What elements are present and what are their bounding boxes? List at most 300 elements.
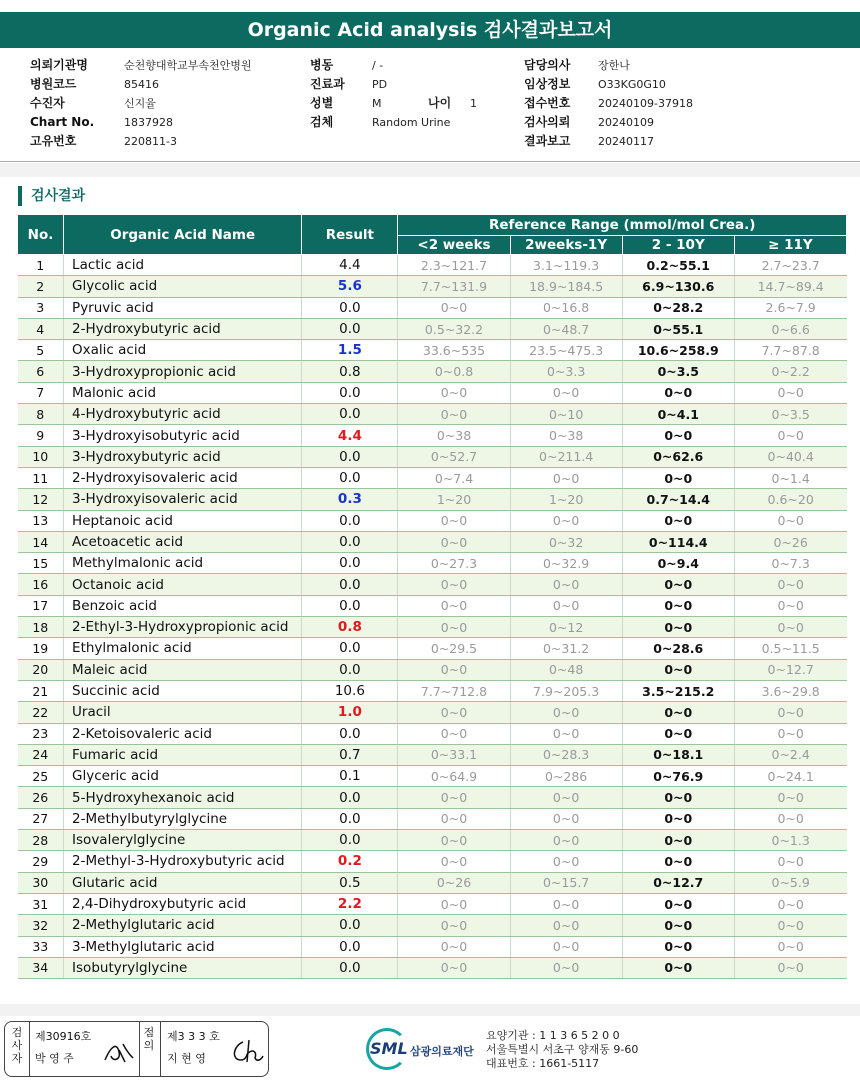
info-label: 의뢰기관명 bbox=[30, 58, 88, 72]
reference-range: 0~0 bbox=[734, 851, 846, 872]
reference-range: 23.5~475.3 bbox=[510, 340, 622, 361]
acid-name: 2,4-Dihydroxybutyric acid bbox=[64, 893, 302, 914]
reference-range: 0~0 bbox=[734, 595, 846, 616]
row-number: 18 bbox=[18, 617, 64, 638]
acid-name: Glycolic acid bbox=[64, 276, 302, 297]
acid-name: Fumaric acid bbox=[64, 744, 302, 765]
footer-divider bbox=[0, 1004, 860, 1016]
result-value: 0.0 bbox=[302, 531, 398, 552]
row-number: 23 bbox=[18, 723, 64, 744]
reference-range: 0~52.7 bbox=[398, 446, 510, 467]
reference-range: 0~0 bbox=[510, 467, 622, 488]
reference-range: 0~29.5 bbox=[398, 638, 510, 659]
acid-name: 2-Ketoisovaleric acid bbox=[64, 723, 302, 744]
reference-range: 0~0 bbox=[622, 510, 734, 531]
reference-range: 0~0.8 bbox=[398, 361, 510, 382]
row-number: 25 bbox=[18, 766, 64, 787]
info-label: 진료과 bbox=[310, 77, 345, 91]
result-value: 0.2 bbox=[302, 851, 398, 872]
acid-name: Ethylmalonic acid bbox=[64, 638, 302, 659]
info-row bbox=[310, 56, 384, 75]
table-row bbox=[18, 638, 847, 659]
reference-range: 0~5.9 bbox=[734, 872, 846, 893]
result-value: 0.0 bbox=[302, 936, 398, 957]
row-number: 1 bbox=[18, 255, 64, 276]
result-value: 0.0 bbox=[302, 638, 398, 659]
reference-range: 0~0 bbox=[398, 659, 510, 680]
reference-range: 0~26 bbox=[398, 872, 510, 893]
table-row bbox=[18, 255, 847, 276]
info-value: Random Urine bbox=[372, 116, 451, 129]
reference-range: 3.1~119.3 bbox=[510, 255, 622, 276]
section-title: 검사결과 bbox=[18, 186, 85, 206]
row-number: 29 bbox=[18, 851, 64, 872]
row-number: 27 bbox=[18, 808, 64, 829]
reference-range: 0~38 bbox=[510, 425, 622, 446]
reference-range: 0~3.5 bbox=[734, 404, 846, 425]
reference-range: 0~3.3 bbox=[510, 361, 622, 382]
info-value: 20240117 bbox=[598, 135, 654, 148]
acid-name: 2-Hydroxybutyric acid bbox=[64, 318, 302, 339]
address-line: 대표번호 : 1661-5117 bbox=[486, 1057, 600, 1070]
info-value: 85416 bbox=[124, 78, 159, 91]
reference-range: 0~0 bbox=[398, 915, 510, 936]
reference-range: 0~211.4 bbox=[510, 446, 622, 467]
info-label: 검체 bbox=[310, 115, 334, 129]
reference-range: 0~16.8 bbox=[510, 297, 622, 318]
row-number: 2 bbox=[18, 276, 64, 297]
reference-range: 0~0 bbox=[622, 659, 734, 680]
row-number: 10 bbox=[18, 446, 64, 467]
reference-range: 0~38 bbox=[398, 425, 510, 446]
row-number: 13 bbox=[18, 510, 64, 531]
acid-name: Acetoacetic acid bbox=[64, 531, 302, 552]
reference-range: 0~32 bbox=[510, 531, 622, 552]
reference-range: 0~0 bbox=[510, 893, 622, 914]
row-number: 21 bbox=[18, 680, 64, 701]
reference-range: 0~0 bbox=[510, 574, 622, 595]
row-number: 28 bbox=[18, 830, 64, 851]
row-number: 16 bbox=[18, 574, 64, 595]
reference-range: 0~0 bbox=[734, 915, 846, 936]
table-row bbox=[18, 915, 847, 936]
reference-range: 0~0 bbox=[622, 808, 734, 829]
reference-range: 0~0 bbox=[622, 574, 734, 595]
acid-name: 2-Methylbutyrylglycine bbox=[64, 808, 302, 829]
info-value: 20240109-37918 bbox=[598, 97, 693, 110]
reference-range: 0~0 bbox=[398, 531, 510, 552]
acid-name: Malonic acid bbox=[64, 382, 302, 403]
reference-range: 33.6~535 bbox=[398, 340, 510, 361]
row-number: 32 bbox=[18, 915, 64, 936]
row-number: 9 bbox=[18, 425, 64, 446]
reference-range: 0~0 bbox=[622, 915, 734, 936]
reference-range: 0~7.3 bbox=[734, 553, 846, 574]
result-value: 0.0 bbox=[302, 510, 398, 531]
acid-name: Heptanoic acid bbox=[64, 510, 302, 531]
row-number: 15 bbox=[18, 553, 64, 574]
reference-range: 0~0 bbox=[622, 957, 734, 978]
result-value: 0.0 bbox=[302, 467, 398, 488]
reference-range: 0~0 bbox=[510, 915, 622, 936]
reference-range: 0~48.7 bbox=[510, 318, 622, 339]
reference-range: 1~20 bbox=[510, 489, 622, 510]
info-value: / - bbox=[372, 59, 384, 72]
reference-range: 0~0 bbox=[510, 830, 622, 851]
reviewer-label: 점 의 bbox=[143, 1026, 155, 1052]
row-number: 26 bbox=[18, 787, 64, 808]
table-row bbox=[18, 830, 847, 851]
info-row bbox=[310, 94, 477, 113]
reference-range: 0~0 bbox=[734, 425, 846, 446]
header-ref-group: Reference Range (mmol/mol Crea.) bbox=[398, 215, 847, 236]
row-number: 14 bbox=[18, 531, 64, 552]
row-number: 3 bbox=[18, 297, 64, 318]
reference-range: 0~0 bbox=[398, 893, 510, 914]
info-value: 장한나 bbox=[598, 59, 630, 72]
reference-range: 0.5~32.2 bbox=[398, 318, 510, 339]
info-row bbox=[30, 75, 159, 94]
reference-range: 0~2.4 bbox=[734, 744, 846, 765]
reference-range: 0~0 bbox=[510, 723, 622, 744]
reference-range: 0~0 bbox=[734, 382, 846, 403]
info-label: 검사의뢰 bbox=[524, 115, 571, 129]
table-row bbox=[18, 318, 847, 339]
reference-range: 18.9~184.5 bbox=[510, 276, 622, 297]
info-row bbox=[524, 113, 654, 132]
reference-range: 0~0 bbox=[510, 595, 622, 616]
row-number: 19 bbox=[18, 638, 64, 659]
result-value: 0.0 bbox=[302, 318, 398, 339]
table-row bbox=[18, 872, 847, 893]
row-number: 30 bbox=[18, 872, 64, 893]
examiner-signature bbox=[101, 1038, 135, 1066]
reference-range: 0~286 bbox=[510, 766, 622, 787]
reference-range: 7.7~87.8 bbox=[734, 340, 846, 361]
acid-name: Isobutyrylglycine bbox=[64, 957, 302, 978]
info-row bbox=[30, 132, 177, 151]
examiner-name: 박 영 주 bbox=[35, 1052, 74, 1065]
reference-range: 0~33.1 bbox=[398, 744, 510, 765]
reference-range: 0~1.4 bbox=[734, 467, 846, 488]
result-value: 0.0 bbox=[302, 446, 398, 467]
row-number: 11 bbox=[18, 467, 64, 488]
reference-range: 14.7~89.4 bbox=[734, 276, 846, 297]
acid-name: Succinic acid bbox=[64, 680, 302, 701]
reference-range: 0~0 bbox=[398, 297, 510, 318]
acid-name: Benzoic acid bbox=[64, 595, 302, 616]
row-number: 20 bbox=[18, 659, 64, 680]
row-number: 33 bbox=[18, 936, 64, 957]
reviewer-license: 제3 3 3 호 bbox=[167, 1030, 220, 1043]
reference-range: 0~0 bbox=[622, 382, 734, 403]
acid-name: Maleic acid bbox=[64, 659, 302, 680]
info-label: 임상정보 bbox=[524, 77, 571, 91]
result-value: 0.0 bbox=[302, 297, 398, 318]
reference-range: 0~0 bbox=[398, 617, 510, 638]
reference-range: 0~0 bbox=[398, 382, 510, 403]
table-row bbox=[18, 489, 847, 510]
row-number: 4 bbox=[18, 318, 64, 339]
reference-range: 2.3~121.7 bbox=[398, 255, 510, 276]
result-value: 0.7 bbox=[302, 744, 398, 765]
result-value: 0.0 bbox=[302, 915, 398, 936]
examiner-label: 검 사 자 bbox=[11, 1026, 23, 1065]
reference-range: 0~27.3 bbox=[398, 553, 510, 574]
acid-name: 5-Hydroxyhexanoic acid bbox=[64, 787, 302, 808]
reference-range: 0~0 bbox=[622, 595, 734, 616]
reference-range: 0~0 bbox=[398, 574, 510, 595]
address-line: 요양기관 : 1 1 3 6 5 2 0 0 bbox=[486, 1029, 620, 1042]
organization-name: 삼광의료재단 bbox=[410, 1045, 474, 1058]
acid-name: Lactic acid bbox=[64, 255, 302, 276]
header-ref-col: <2 weeks bbox=[398, 236, 510, 255]
info-value: M bbox=[372, 97, 382, 110]
reference-range: 7.7~712.8 bbox=[398, 680, 510, 701]
reference-range: 0~0 bbox=[734, 893, 846, 914]
table-row bbox=[18, 659, 847, 680]
info-label: 성별 bbox=[310, 96, 334, 110]
table-row bbox=[18, 702, 847, 723]
reference-range: 0~0 bbox=[622, 702, 734, 723]
reviewer-signature bbox=[229, 1036, 265, 1066]
reference-range: 0~0 bbox=[398, 851, 510, 872]
result-value: 0.1 bbox=[302, 766, 398, 787]
reference-range: 7.9~205.3 bbox=[510, 680, 622, 701]
reference-range: 2.7~23.7 bbox=[734, 255, 846, 276]
table-row bbox=[18, 467, 847, 488]
table-row bbox=[18, 893, 847, 914]
logo-text: SML bbox=[370, 1039, 408, 1058]
section-divider bbox=[0, 163, 860, 177]
acid-name: 2-Ethyl-3-Hydroxypropionic acid bbox=[64, 617, 302, 638]
reference-range: 0~18.1 bbox=[622, 744, 734, 765]
info-label: 담당의사 bbox=[524, 58, 571, 72]
table-row bbox=[18, 808, 847, 829]
reference-range: 0~12.7 bbox=[734, 659, 846, 680]
info-label: 병동 bbox=[310, 58, 334, 72]
reference-range: 0~28.3 bbox=[510, 744, 622, 765]
acid-name: Glutaric acid bbox=[64, 872, 302, 893]
reference-range: 0~3.5 bbox=[622, 361, 734, 382]
info-label: 접수번호 bbox=[524, 96, 571, 110]
table-row bbox=[18, 382, 847, 403]
info-label: 결과보고 bbox=[524, 134, 571, 148]
reference-range: 3.5~215.2 bbox=[622, 680, 734, 701]
row-number: 31 bbox=[18, 893, 64, 914]
examiner-license: 제30916호 bbox=[35, 1030, 92, 1043]
header-ref-col: 2weeks-1Y bbox=[510, 236, 622, 255]
info-row bbox=[310, 113, 451, 132]
row-number: 24 bbox=[18, 744, 64, 765]
reference-range: 0~114.4 bbox=[622, 531, 734, 552]
info-row bbox=[524, 94, 693, 113]
result-value: 0.3 bbox=[302, 489, 398, 510]
acid-name: 2-Methylglutaric acid bbox=[64, 915, 302, 936]
table-row bbox=[18, 297, 847, 318]
reference-range: 0~0 bbox=[510, 787, 622, 808]
reference-range: 0~0 bbox=[734, 808, 846, 829]
result-value: 1.5 bbox=[302, 340, 398, 361]
reference-range: 2.6~7.9 bbox=[734, 297, 846, 318]
acid-name: Uracil bbox=[64, 702, 302, 723]
reference-range: 0~4.1 bbox=[622, 404, 734, 425]
result-value: 0.0 bbox=[302, 830, 398, 851]
info-column-2 bbox=[310, 56, 477, 132]
acid-name: 2-Hydroxyisovaleric acid bbox=[64, 467, 302, 488]
table-row bbox=[18, 936, 847, 957]
acid-name: Oxalic acid bbox=[64, 340, 302, 361]
reference-range: 0~0 bbox=[734, 787, 846, 808]
acid-name: Methylmalonic acid bbox=[64, 553, 302, 574]
info-row bbox=[524, 56, 630, 75]
table-row bbox=[18, 340, 847, 361]
reference-range: 0~0 bbox=[622, 893, 734, 914]
table-row bbox=[18, 553, 847, 574]
organization-address bbox=[486, 1029, 638, 1071]
reference-range: 0.6~20 bbox=[734, 489, 846, 510]
result-value: 0.0 bbox=[302, 574, 398, 595]
header-name: Organic Acid Name bbox=[64, 215, 302, 255]
result-value: 0.8 bbox=[302, 361, 398, 382]
header-no: No. bbox=[18, 215, 64, 255]
reference-range: 7.7~131.9 bbox=[398, 276, 510, 297]
result-value: 4.4 bbox=[302, 255, 398, 276]
acid-name: Glyceric acid bbox=[64, 766, 302, 787]
reference-range: 0~40.4 bbox=[734, 446, 846, 467]
row-number: 12 bbox=[18, 489, 64, 510]
reference-range: 0~1.3 bbox=[734, 830, 846, 851]
reference-range: 0~12.7 bbox=[622, 872, 734, 893]
reference-range: 0~15.7 bbox=[510, 872, 622, 893]
info-label: Chart No. bbox=[30, 115, 95, 129]
reference-range: 0~24.1 bbox=[734, 766, 846, 787]
reference-range: 0~0 bbox=[734, 574, 846, 595]
table-row bbox=[18, 446, 847, 467]
row-number: 8 bbox=[18, 404, 64, 425]
reference-range: 0~0 bbox=[734, 957, 846, 978]
reference-range: 0.2~55.1 bbox=[622, 255, 734, 276]
reference-range: 0~0 bbox=[398, 808, 510, 829]
info-row bbox=[30, 113, 173, 132]
reference-range: 0~28.6 bbox=[622, 638, 734, 659]
acid-name: Octanoic acid bbox=[64, 574, 302, 595]
info-row bbox=[310, 75, 388, 94]
header-ref-col: 2 - 10Y bbox=[622, 236, 734, 255]
reference-range: 3.6~29.8 bbox=[734, 680, 846, 701]
reference-range: 0~0 bbox=[398, 787, 510, 808]
table-row bbox=[18, 425, 847, 446]
info-label: 고유번호 bbox=[30, 134, 77, 148]
info-column-3 bbox=[524, 56, 693, 151]
reference-range: 0~0 bbox=[734, 510, 846, 531]
result-value: 0.0 bbox=[302, 659, 398, 680]
sml-logo bbox=[366, 1028, 486, 1070]
result-value: 0.0 bbox=[302, 382, 398, 403]
reference-range: 0~28.2 bbox=[622, 297, 734, 318]
header-result: Result bbox=[302, 215, 398, 255]
result-value: 0.0 bbox=[302, 553, 398, 574]
reference-range: 0~31.2 bbox=[510, 638, 622, 659]
reference-range: 0~0 bbox=[510, 957, 622, 978]
signature-box bbox=[4, 1021, 269, 1077]
info-value: 1837928 bbox=[124, 116, 173, 129]
table-row bbox=[18, 595, 847, 616]
reference-range: 0~0 bbox=[398, 936, 510, 957]
reviewer-name: 지 현 영 bbox=[167, 1052, 206, 1065]
reference-range: 0~7.4 bbox=[398, 467, 510, 488]
reference-range: 0~0 bbox=[510, 808, 622, 829]
table-row bbox=[18, 574, 847, 595]
row-number: 7 bbox=[18, 382, 64, 403]
reference-range: 1~20 bbox=[398, 489, 510, 510]
result-value: 0.0 bbox=[302, 404, 398, 425]
reference-range: 0~0 bbox=[510, 510, 622, 531]
info-row bbox=[30, 56, 252, 75]
table-row bbox=[18, 510, 847, 531]
result-value: 0.0 bbox=[302, 957, 398, 978]
table-row bbox=[18, 766, 847, 787]
acid-name: 3-Methylglutaric acid bbox=[64, 936, 302, 957]
reference-range: 0~62.6 bbox=[622, 446, 734, 467]
acid-name: Isovalerylglycine bbox=[64, 830, 302, 851]
reference-range: 0~0 bbox=[510, 702, 622, 723]
acid-name: Pyruvic acid bbox=[64, 297, 302, 318]
result-value: 0.0 bbox=[302, 595, 398, 616]
reference-range: 6.9~130.6 bbox=[622, 276, 734, 297]
address-line: 서울특별시 서초구 양재동 9-60 bbox=[486, 1043, 639, 1056]
reference-range: 0~0 bbox=[398, 595, 510, 616]
table-row bbox=[18, 680, 847, 701]
results-table bbox=[17, 214, 847, 979]
reference-range: 0~0 bbox=[510, 936, 622, 957]
result-value: 0.5 bbox=[302, 872, 398, 893]
header-ref-col: ≥ 11Y bbox=[734, 236, 846, 255]
acid-name: 3-Hydroxyisovaleric acid bbox=[64, 489, 302, 510]
result-value: 10.6 bbox=[302, 680, 398, 701]
table-row bbox=[18, 744, 847, 765]
reference-range: 0~0 bbox=[734, 617, 846, 638]
acid-name: 3-Hydroxybutyric acid bbox=[64, 446, 302, 467]
reference-range: 0~0 bbox=[734, 702, 846, 723]
result-value: 1.0 bbox=[302, 702, 398, 723]
reference-range: 0~0 bbox=[622, 425, 734, 446]
table-row bbox=[18, 361, 847, 382]
reference-range: 0~0 bbox=[398, 957, 510, 978]
row-number: 5 bbox=[18, 340, 64, 361]
reference-range: 0~76.9 bbox=[622, 766, 734, 787]
age-label: 나이 bbox=[428, 96, 452, 110]
reference-range: 0.7~14.4 bbox=[622, 489, 734, 510]
table-row bbox=[18, 957, 847, 978]
reference-range: 0~26 bbox=[734, 531, 846, 552]
reference-range: 0.5~11.5 bbox=[734, 638, 846, 659]
info-value: 신지율 bbox=[124, 97, 156, 110]
result-value: 0.0 bbox=[302, 787, 398, 808]
reference-range: 0~0 bbox=[398, 510, 510, 531]
reference-range: 10.6~258.9 bbox=[622, 340, 734, 361]
reference-range: 0~10 bbox=[510, 404, 622, 425]
info-value: O33KG0G10 bbox=[598, 78, 666, 91]
info-row bbox=[524, 132, 654, 151]
row-number: 34 bbox=[18, 957, 64, 978]
table-row bbox=[18, 404, 847, 425]
result-value: 0.0 bbox=[302, 808, 398, 829]
reference-range: 0~0 bbox=[398, 723, 510, 744]
reference-range: 0~0 bbox=[734, 936, 846, 957]
reference-range: 0~0 bbox=[398, 830, 510, 851]
reference-range: 0~0 bbox=[622, 851, 734, 872]
